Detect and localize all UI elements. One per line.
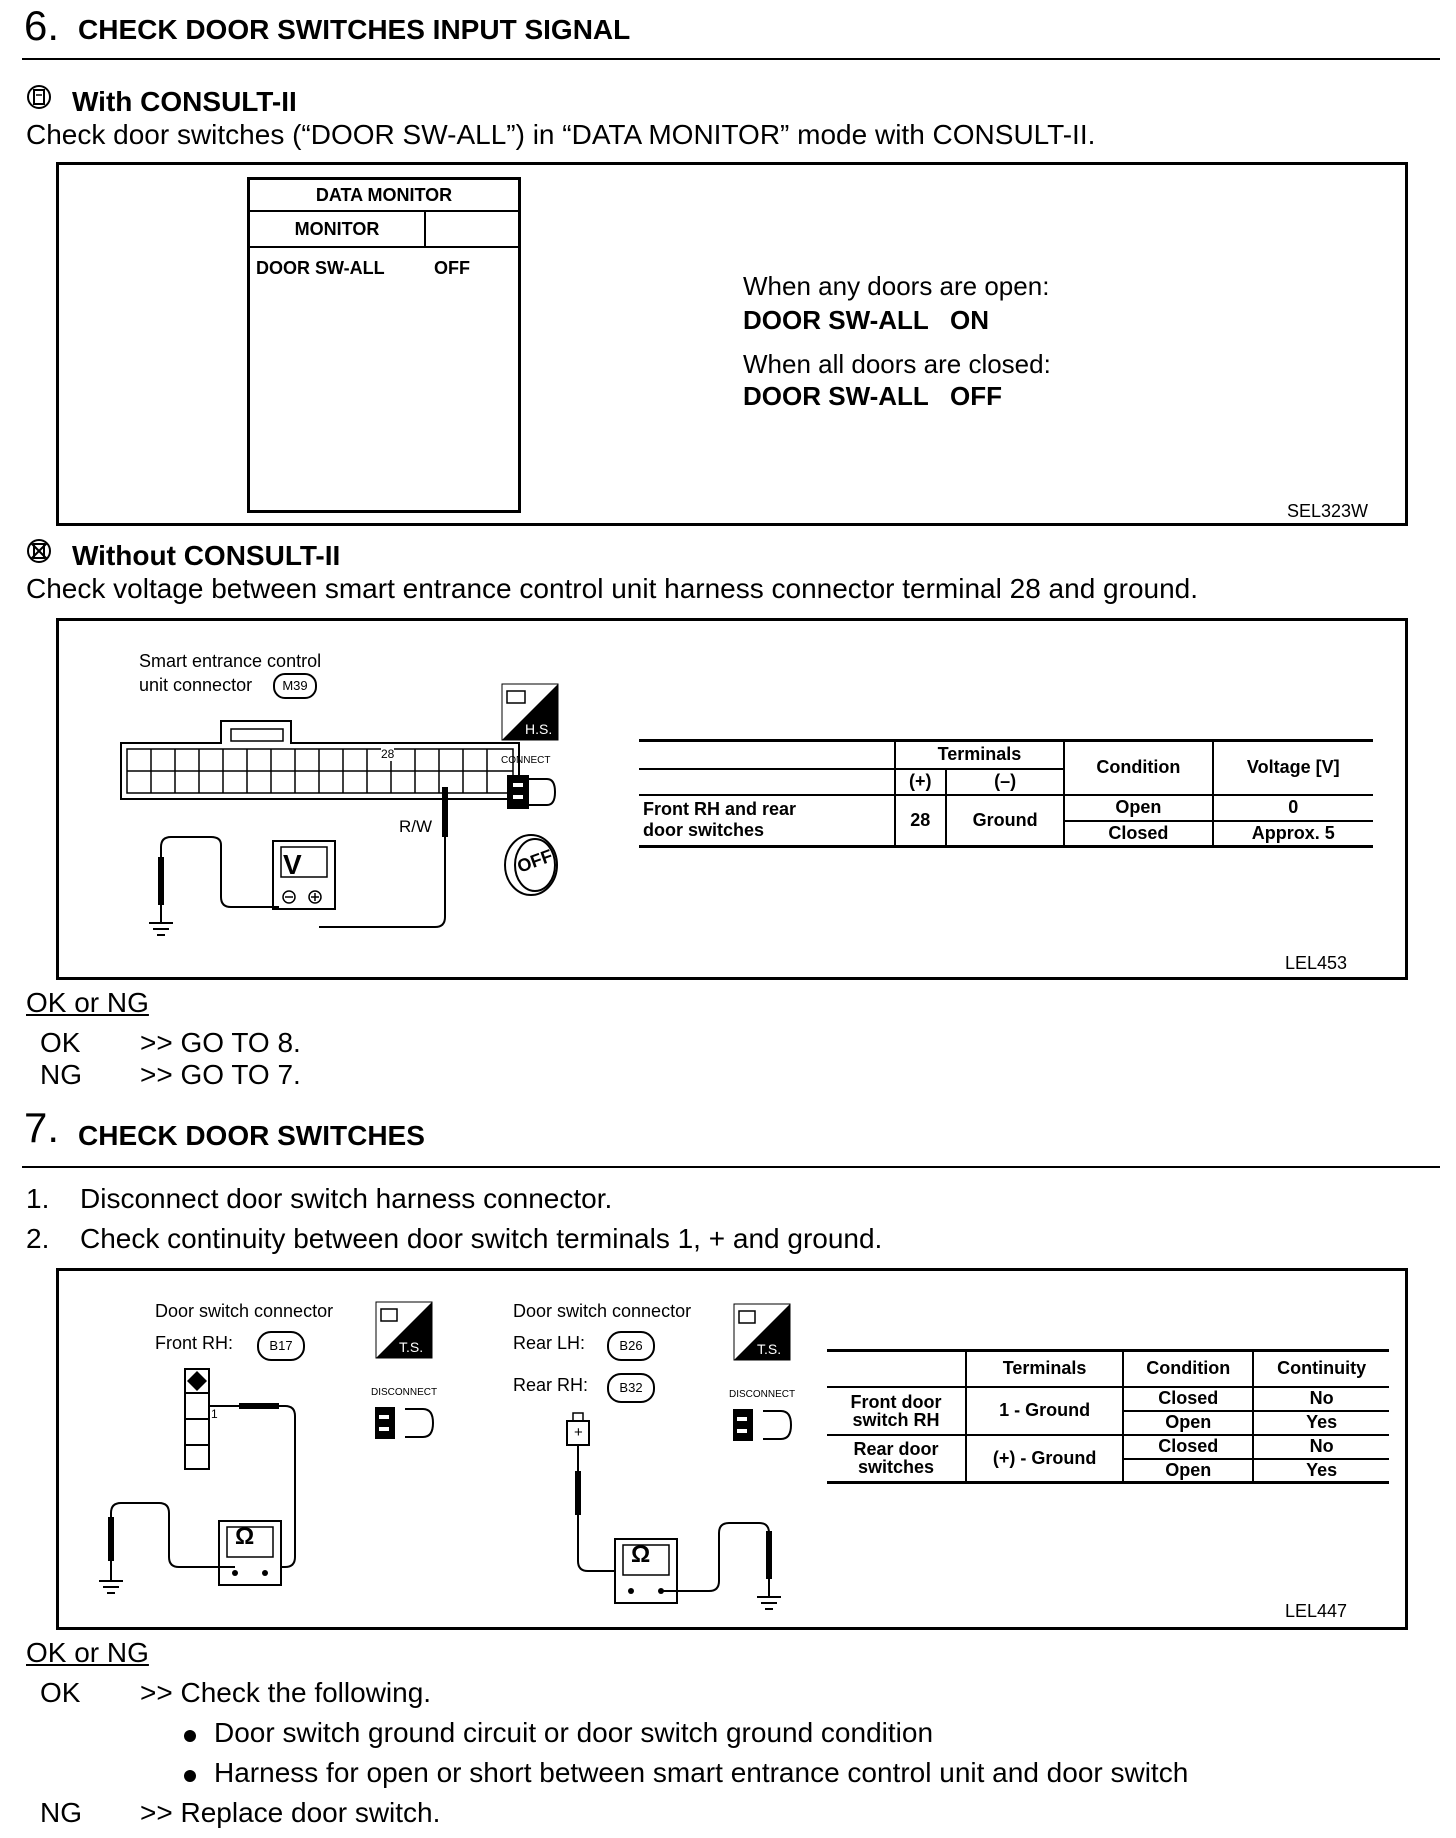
connector-label-2: unit connector bbox=[139, 675, 253, 695]
connect-icon bbox=[503, 769, 559, 820]
left-connector-title: Door switch connector bbox=[155, 1301, 334, 1321]
step7-ng-label: NG bbox=[40, 1797, 82, 1828]
th-terminals: Terminals bbox=[966, 1351, 1123, 1387]
cond-closed: Closed bbox=[1064, 821, 1212, 847]
consult-icon bbox=[26, 84, 52, 115]
monitor-header: DATA MONITOR bbox=[250, 180, 518, 212]
monitor-col-label: MONITOR bbox=[250, 212, 426, 248]
step7-item-text: Disconnect door switch harness connector. bbox=[80, 1183, 613, 1214]
th-condition: Condition bbox=[1064, 741, 1212, 795]
right-connector-line: Rear LH: bbox=[513, 1333, 586, 1353]
without-consult-heading: Without CONSULT-II bbox=[72, 540, 341, 571]
row-front-item: Front door switch RH bbox=[827, 1387, 966, 1435]
cond-cell: Closed bbox=[1123, 1387, 1253, 1411]
step7-result-heading: OK or NG bbox=[26, 1637, 149, 1668]
cond-cell: Open bbox=[1123, 1411, 1253, 1435]
meter-label: V bbox=[283, 849, 302, 880]
connector-label-1: Smart entrance control bbox=[139, 651, 322, 671]
step6-ok-label: OK bbox=[40, 1027, 81, 1058]
volt-open: 0 bbox=[1213, 795, 1373, 821]
right-meter-label: Ω bbox=[631, 1541, 651, 1568]
step7-ok-action: >> Check the following. bbox=[140, 1677, 432, 1708]
divider bbox=[22, 1166, 1440, 1168]
voltage-spec-table bbox=[639, 739, 1373, 848]
note-closed-value: DOOR SW-ALL OFF bbox=[743, 381, 1002, 411]
bullet-icon bbox=[184, 1730, 196, 1742]
figure-code: LEL447 bbox=[1285, 1601, 1348, 1621]
right-connector-line: Rear RH: bbox=[513, 1375, 589, 1395]
step6-ok-action: >> GO TO 8. bbox=[140, 1027, 301, 1058]
th-terminals: Terminals bbox=[895, 741, 1065, 769]
th-plus: (+) bbox=[895, 769, 946, 795]
step6-title: CHECK DOOR SWITCHES INPUT SIGNAL bbox=[78, 14, 631, 45]
terminal-label: 28 bbox=[381, 747, 395, 761]
disconnect-label: DISCONNECT bbox=[371, 1387, 438, 1398]
data-monitor-screen bbox=[247, 177, 521, 513]
connect-label: CONNECT bbox=[501, 755, 551, 766]
continuity-cell: Yes bbox=[1253, 1411, 1389, 1435]
figure-code: LEL453 bbox=[1285, 953, 1348, 973]
left-terminal-label: 1 bbox=[211, 1407, 218, 1421]
data-monitor-figure bbox=[56, 162, 1408, 526]
connector-diagram bbox=[119, 717, 539, 957]
continuity-cell: Yes bbox=[1253, 1459, 1389, 1483]
right-connector-id: B32 bbox=[607, 1373, 655, 1403]
step7-title: CHECK DOOR SWITCHES bbox=[78, 1120, 425, 1151]
ignition-off-icon: OFF bbox=[499, 831, 565, 902]
row-front-terminals: 1 - Ground bbox=[966, 1387, 1123, 1435]
th-voltage: Voltage [V] bbox=[1213, 741, 1373, 795]
row-rear-item: Rear door switches bbox=[827, 1435, 966, 1483]
step6-number: 6. bbox=[24, 2, 60, 49]
step7-ng-action: >> Replace door switch. bbox=[140, 1797, 441, 1828]
step6-result-heading: OK or NG bbox=[26, 987, 149, 1018]
step7-number: 7. bbox=[24, 1104, 60, 1151]
with-consult-heading: With CONSULT-II bbox=[72, 86, 297, 117]
step7-item-num: 1. bbox=[26, 1183, 50, 1214]
row-rear-terminals: (+) - Ground bbox=[966, 1435, 1123, 1483]
left-connector-id: B17 bbox=[257, 1331, 305, 1361]
volt-closed: Approx. 5 bbox=[1213, 821, 1373, 847]
step7-bullet: Door switch ground circuit or door switch ground condition bbox=[214, 1717, 934, 1748]
plus-cell: 28 bbox=[895, 795, 946, 847]
step7-item-text: Check continuity between door switch terminals 1, + and ground. bbox=[80, 1223, 883, 1254]
th-minus: (–) bbox=[946, 769, 1064, 795]
th-continuity: Continuity bbox=[1253, 1351, 1389, 1387]
continuity-check-figure bbox=[56, 1268, 1408, 1630]
without-consult-instruction: Check voltage between smart entrance control unit harness connector terminal 28 and ground. bbox=[26, 573, 1199, 604]
bullet-icon bbox=[184, 1770, 196, 1782]
right-connector-id: B26 bbox=[607, 1331, 655, 1361]
left-continuity-diagram bbox=[99, 1361, 399, 1621]
step6-ng-action: >> GO TO 7. bbox=[140, 1059, 301, 1090]
note-open-value: DOOR SW-ALL ON bbox=[743, 305, 989, 335]
wire-color: R/W bbox=[399, 817, 433, 836]
divider bbox=[22, 58, 1440, 60]
right-connector-title: Door switch connector bbox=[513, 1301, 692, 1321]
disconnect-label: DISCONNECT bbox=[729, 1389, 796, 1400]
figure-code: SEL323W bbox=[1287, 501, 1369, 521]
ts-icon: T.S. bbox=[733, 1303, 791, 1361]
item-cell: Front RH and rear door switches bbox=[639, 795, 895, 847]
right-terminal-label: + bbox=[574, 1424, 583, 1441]
note-closed-label: When all doors are closed: bbox=[743, 349, 1051, 379]
connector-id-badge: M39 bbox=[273, 673, 317, 699]
cond-cell: Closed bbox=[1123, 1435, 1253, 1459]
voltage-check-figure bbox=[56, 618, 1408, 980]
step6-ng-label: NG bbox=[40, 1059, 82, 1090]
with-consult-instruction: Check door switches (“DOOR SW-ALL”) in “DATA MONITOR” mode with CONSULT-II. bbox=[26, 119, 1096, 150]
left-meter-label: Ω bbox=[235, 1523, 255, 1550]
cond-open: Open bbox=[1064, 795, 1212, 821]
th-condition: Condition bbox=[1123, 1351, 1253, 1387]
monitor-item: DOOR SW-ALL bbox=[256, 258, 385, 278]
step7-item-num: 2. bbox=[26, 1223, 50, 1254]
continuity-spec-table bbox=[827, 1349, 1389, 1484]
monitor-value: OFF bbox=[434, 258, 470, 278]
cond-cell: Open bbox=[1123, 1459, 1253, 1483]
note-open-label: When any doors are open: bbox=[743, 271, 1050, 301]
ts-icon: T.S. bbox=[375, 1301, 433, 1359]
continuity-cell: No bbox=[1253, 1387, 1389, 1411]
left-connector-line: Front RH: bbox=[155, 1333, 234, 1353]
minus-cell: Ground bbox=[946, 795, 1064, 847]
step7-bullet: Harness for open or short between smart entrance control unit and door switch bbox=[214, 1757, 1189, 1788]
step7-ok-label: OK bbox=[40, 1677, 81, 1708]
no-consult-icon bbox=[26, 538, 52, 569]
continuity-cell: No bbox=[1253, 1435, 1389, 1459]
hs-icon: H.S. bbox=[501, 683, 559, 741]
